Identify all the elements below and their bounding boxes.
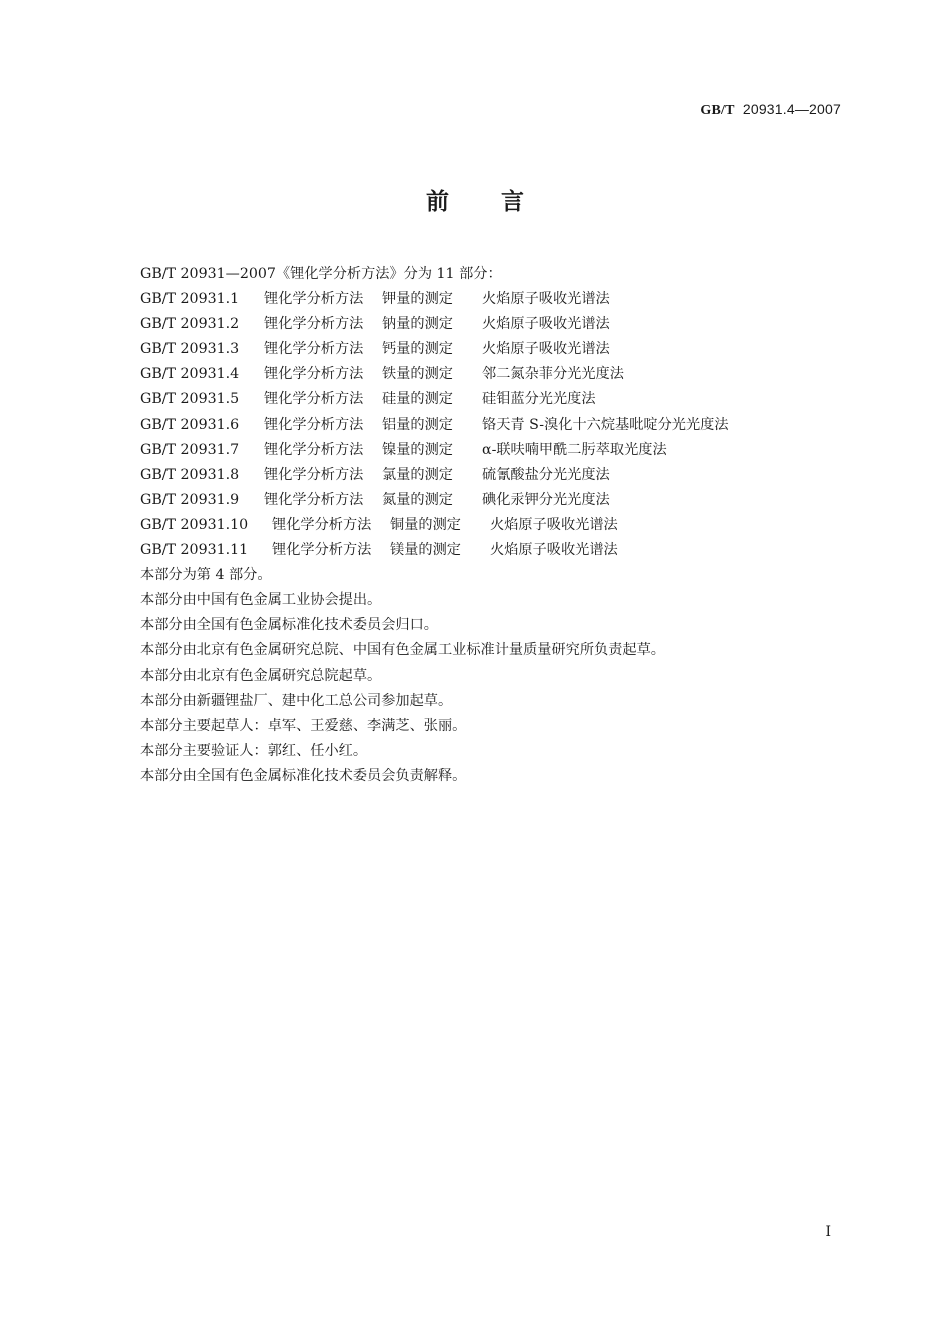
note-line: 本部分由全国有色金属标准化技术委员会负责解释。	[140, 767, 467, 784]
part-code: GB/T 20931.2	[140, 316, 240, 333]
part-item	[140, 362, 840, 387]
intro-line: GB/T 20931—2007《锂化学分析方法》分为 11 部分：	[140, 266, 502, 282]
standard-number	[700, 101, 841, 119]
part-item	[140, 312, 840, 337]
part-code: GB/T 20931.4	[140, 366, 240, 383]
note-line: 本部分由北京有色金属研究总院、中国有色金属工业标准计量质量研究所负责起草。	[140, 642, 665, 659]
part-item-name: 氯量的测定	[382, 466, 453, 483]
part-item-name: 钾量的测定	[382, 291, 453, 308]
page-number: I	[825, 1224, 831, 1240]
part-method: 火焰原子吸收光谱法	[482, 291, 610, 308]
part-method: 火焰原子吸收光谱法	[482, 341, 610, 358]
part-method: 火焰原子吸收光谱法	[482, 316, 610, 333]
part-series: 锂化学分析方法	[264, 366, 364, 383]
part-item	[140, 287, 840, 312]
part-item-name: 硅量的测定	[382, 391, 453, 408]
note-line: 本部分由北京有色金属研究总院起草。	[140, 667, 382, 684]
notes-list	[140, 563, 840, 789]
note-line: 本部分为第 4 部分。	[140, 567, 272, 584]
part-item	[140, 413, 840, 438]
part-series: 锂化学分析方法	[264, 491, 364, 508]
standard-prefix: GB/T	[700, 103, 735, 118]
part-item-name: 氮量的测定	[382, 491, 453, 508]
part-series: 锂化学分析方法	[264, 291, 364, 308]
part-code: GB/T 20931.9	[140, 491, 240, 508]
part-method: α-联呋喃甲酰二肟萃取光度法	[482, 441, 667, 458]
part-item	[140, 387, 840, 412]
note-line: 本部分主要起草人：卓军、王爱慈、李满芝、张丽。	[140, 717, 467, 734]
part-item	[140, 463, 840, 488]
part-code: GB/T 20931.10	[140, 516, 249, 533]
part-item	[140, 337, 840, 362]
part-item-name: 铝量的测定	[382, 416, 453, 433]
part-code: GB/T 20931.8	[140, 466, 240, 483]
part-code: GB/T 20931.6	[140, 416, 240, 433]
part-item-name: 钠量的测定	[382, 316, 453, 333]
part-item-name: 镁量的测定	[390, 542, 461, 559]
note-line: 本部分由新疆锂盐厂、建中化工总公司参加起草。	[140, 692, 453, 709]
part-series: 锂化学分析方法	[264, 441, 364, 458]
part-item	[140, 438, 840, 463]
part-method: 硅钼蓝分光光度法	[482, 391, 596, 408]
part-item	[140, 513, 840, 538]
part-series: 锂化学分析方法	[264, 341, 364, 358]
part-series: 锂化学分析方法	[272, 542, 372, 559]
part-item	[140, 488, 840, 513]
part-series: 锂化学分析方法	[264, 466, 364, 483]
part-item-name: 铁量的测定	[382, 366, 453, 383]
part-item-name: 镍量的测定	[382, 441, 453, 458]
foreword-body	[140, 262, 840, 789]
part-method: 火焰原子吸收光谱法	[490, 542, 618, 559]
part-series: 锂化学分析方法	[264, 316, 364, 333]
part-item-name: 铜量的测定	[390, 516, 461, 533]
part-method: 铬天青 S-溴化十六烷基吡啶分光光度法	[482, 416, 729, 433]
note-line: 本部分由中国有色金属工业协会提出。	[140, 592, 382, 609]
part-series: 锂化学分析方法	[264, 391, 364, 408]
part-method: 碘化汞钾分光光度法	[482, 491, 610, 508]
part-series: 锂化学分析方法	[264, 416, 364, 433]
part-series: 锂化学分析方法	[272, 516, 372, 533]
part-method: 邻二氮杂菲分光光度法	[482, 366, 624, 383]
part-method: 硫氰酸盐分光光度法	[482, 466, 610, 483]
part-code: GB/T 20931.7	[140, 441, 240, 458]
part-item-name: 钙量的测定	[382, 341, 453, 358]
note-line: 本部分由全国有色金属标准化技术委员会归口。	[140, 617, 438, 634]
part-code: GB/T 20931.11	[140, 542, 249, 559]
part-code: GB/T 20931.5	[140, 391, 240, 408]
part-item	[140, 538, 840, 563]
part-code: GB/T 20931.1	[140, 291, 240, 308]
parts-list	[140, 287, 840, 563]
part-method: 火焰原子吸收光谱法	[490, 516, 618, 533]
part-code: GB/T 20931.3	[140, 341, 240, 358]
page-title: 前言	[426, 189, 576, 215]
note-line: 本部分主要验证人：郭红、任小红。	[140, 742, 368, 759]
standard-code: 20931.4—2007	[742, 101, 841, 117]
